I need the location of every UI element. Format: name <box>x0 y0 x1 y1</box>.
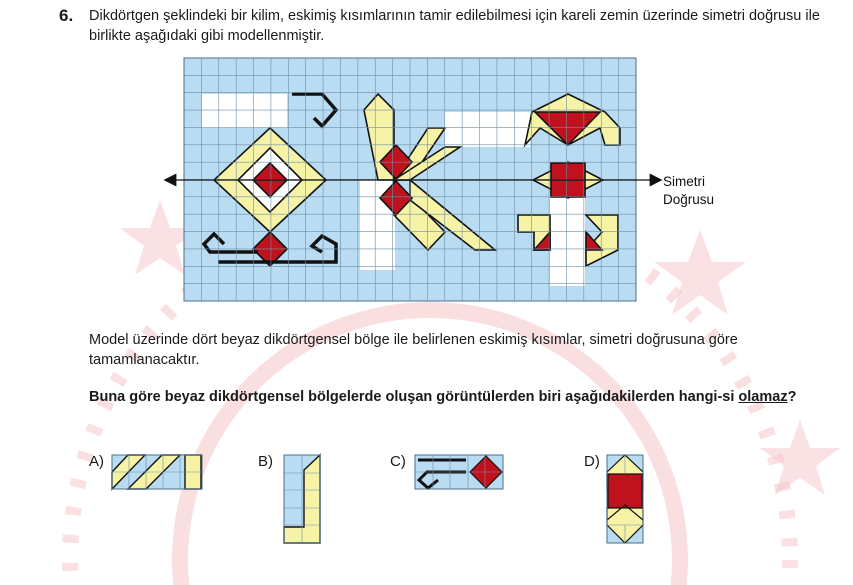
option-d-figure[interactable] <box>607 455 643 543</box>
option-a-label[interactable]: A) <box>89 453 104 470</box>
prompt-text: Buna göre beyaz dikdörtgensel bölgelerde oluşan görüntülerden biri aşağıdakilerden hangi-si <box>89 389 739 405</box>
axis-label-line1: Simetri <box>663 174 706 189</box>
option-d-label[interactable]: D) <box>584 453 600 470</box>
question-number: 6. <box>59 6 74 25</box>
prompt-end: ? <box>787 389 797 405</box>
option-a-figure[interactable] <box>112 455 202 489</box>
prompt-underlined: olamaz <box>738 389 788 405</box>
question-intro: Dikdörtgen şeklindeki bir kilim, eskimiş kısımlarının tamir edilebilmesi için kareli zemin üzerinde simetri doğrusu ile birlikte aşağıdaki gibi modellenmiştir. <box>89 8 820 44</box>
option-c-label[interactable]: C) <box>390 453 406 470</box>
question-body: Model üzerinde dört beyaz dikdörtgensel bölge ile belirlenen eskimiş kısımlar, simetri doğrusuna göre tamamlanacaktır. <box>89 332 738 368</box>
axis-label-line2: Doğrusu <box>663 192 715 207</box>
option-c-figure[interactable] <box>415 455 503 489</box>
option-b-label[interactable]: B) <box>258 453 273 470</box>
option-b-figure[interactable] <box>284 455 320 543</box>
